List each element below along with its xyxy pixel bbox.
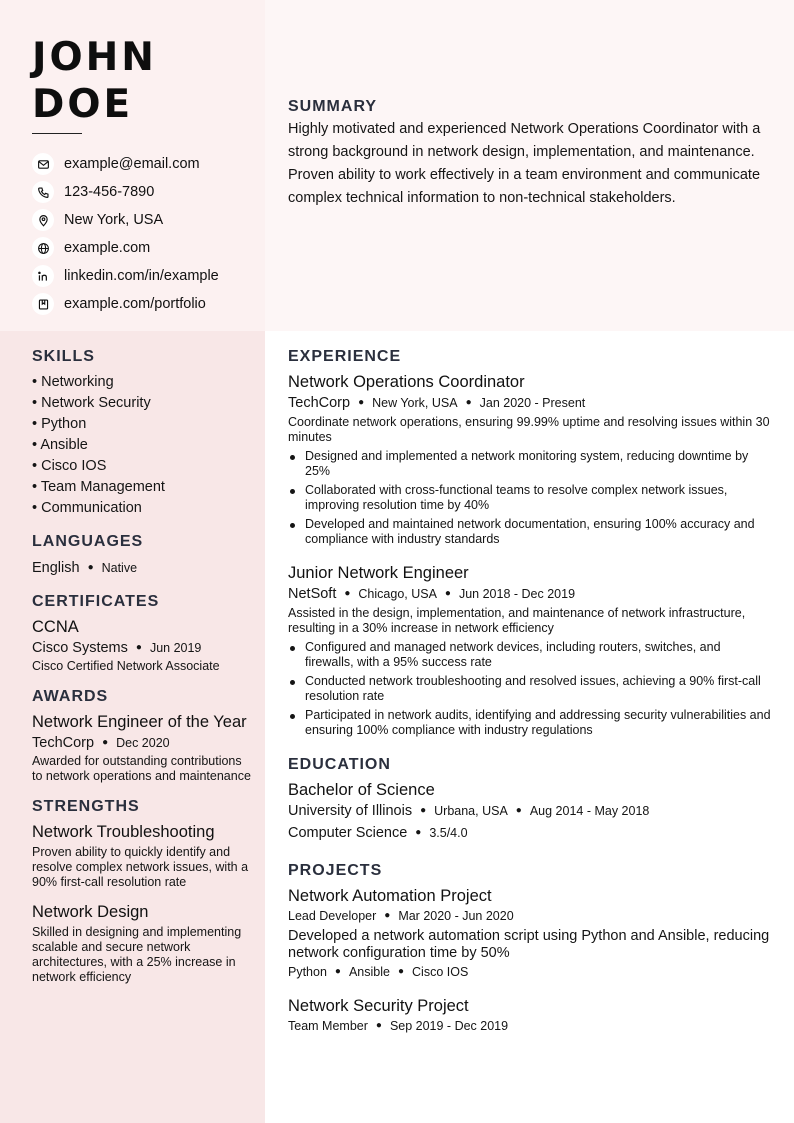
projects-section <box>288 862 772 1036</box>
contact-email-text: example@email.com <box>64 156 200 172</box>
awards-title: AWARDS <box>32 688 109 705</box>
separator-dot: ● <box>415 827 422 838</box>
job-location: Chicago, USA <box>358 587 437 601</box>
contact-portfolio-text: example.com/portfolio <box>64 296 206 312</box>
project-name: Network Automation Project <box>288 887 492 905</box>
skill-item: • Networking <box>32 374 114 390</box>
job-meta <box>288 392 772 414</box>
job-dates: Jun 2018 - Dec 2019 <box>458 587 576 601</box>
project-dates: Sep 2019 - Dec 2019 <box>389 1019 509 1033</box>
education-section <box>288 756 772 844</box>
contact-linkedin[interactable] <box>32 262 260 290</box>
job-bullet: Configured and managed network devices, including routers, switches, and firewalls, with a 95% success rate <box>288 640 772 670</box>
last-name: DOE <box>32 82 134 127</box>
candidate-name <box>32 34 252 128</box>
education-title: EDUCATION <box>288 756 391 773</box>
job-company: TechCorp <box>288 395 351 411</box>
award-date: Dec 2020 <box>116 736 170 750</box>
summary-title: SUMMARY <box>288 98 378 115</box>
job-entry <box>288 372 772 547</box>
contact-location <box>32 206 260 234</box>
main-column <box>288 348 772 1054</box>
education-field-line <box>288 822 772 844</box>
separator-dot: ● <box>465 397 472 408</box>
email-icon <box>32 153 54 175</box>
job-bullet: Participated in network audits, identifying and addressing security vulnerabilities and ensuring 100% compliance with industry regulations <box>288 708 772 738</box>
summary-text: Highly motivated and experienced Network Operations Coordinator with a strong background in network design, implementation, and maintenance. Proven ability to work effectively in a team environment and communicate complex technical information to non-technical stakeholders. <box>288 121 761 206</box>
project-tags <box>288 962 772 982</box>
experience-section <box>288 348 772 738</box>
strengths-section <box>32 798 252 985</box>
certificates-section <box>32 593 252 674</box>
job-location: New York, USA <box>372 396 458 410</box>
project-entry <box>288 996 772 1036</box>
separator-dot: ● <box>135 642 142 653</box>
education-school: University of Illinois <box>288 803 413 819</box>
project-tag: Python <box>288 965 327 979</box>
projects-title: PROJECTS <box>288 862 383 879</box>
education-location: Urbana, USA <box>434 804 508 818</box>
education-degree: Bachelor of Science <box>288 781 435 799</box>
skill-item: • Network Security <box>32 395 151 411</box>
language-name: English <box>32 560 80 576</box>
languages-title: LANGUAGES <box>32 533 144 550</box>
skill-item: • Ansible <box>32 437 88 453</box>
separator-dot: ● <box>375 1020 382 1031</box>
contact-location-text: New York, USA <box>64 212 164 228</box>
education-gpa: 3.5/4.0 <box>429 826 468 840</box>
strength-name: Network Design <box>32 903 149 921</box>
contact-email[interactable] <box>32 150 260 178</box>
skill-item: • Communication <box>32 500 142 516</box>
name-divider <box>32 133 82 134</box>
separator-dot: ● <box>397 966 405 977</box>
job-title: Network Operations Coordinator <box>288 373 525 391</box>
job-dates: Jan 2020 - Present <box>479 396 586 410</box>
education-meta <box>288 800 772 822</box>
contact-website[interactable] <box>32 234 260 262</box>
project-tag: Ansible <box>348 965 390 979</box>
certificates-title: CERTIFICATES <box>32 593 160 610</box>
separator-dot: ● <box>444 588 451 599</box>
first-name: JOHN <box>32 35 157 80</box>
separator-dot: ● <box>344 588 351 599</box>
education-field: Computer Science <box>288 825 408 841</box>
languages-section <box>32 533 252 579</box>
job-title: Junior Network Engineer <box>288 564 469 582</box>
strengths-title: STRENGTHS <box>32 798 140 815</box>
project-dates: Mar 2020 - Jun 2020 <box>398 909 514 923</box>
skill-item: • Cisco IOS <box>32 458 107 474</box>
language-level: Native <box>101 561 138 575</box>
separator-dot: ● <box>358 397 365 408</box>
contact-phone-text: 123-456-7890 <box>64 184 155 200</box>
job-bullets <box>288 449 772 547</box>
linkedin-icon <box>32 265 54 287</box>
certificate-meta <box>32 637 252 659</box>
separator-dot: ● <box>102 737 109 748</box>
certificate-description: Cisco Certified Network Associate <box>32 659 220 673</box>
skill-item: • Team Management <box>32 479 165 495</box>
job-meta <box>288 583 772 605</box>
job-bullet: Developed and maintained network documentation, ensuring 100% accuracy and compliance with industry standards <box>288 517 772 547</box>
job-summary: Coordinate network operations, ensuring 99.99% uptime and resolving issues within 30 minutes <box>288 415 770 444</box>
separator-dot: ● <box>515 805 522 816</box>
awards-section <box>32 688 252 784</box>
skills-title: SKILLS <box>32 348 95 365</box>
job-company: NetSoft <box>288 586 337 602</box>
separator-dot: ● <box>384 910 391 921</box>
award-description: Awarded for outstanding contributions to network operations and maintenance <box>32 754 251 783</box>
skill-item: • Python <box>32 416 87 432</box>
contact-linkedin-text: linkedin.com/in/example <box>64 268 219 284</box>
contact-list <box>32 150 260 318</box>
job-entry <box>288 563 772 738</box>
separator-dot: ● <box>334 966 341 977</box>
bookmark-icon <box>32 293 54 315</box>
globe-icon <box>32 237 54 259</box>
contact-phone[interactable] <box>32 178 260 206</box>
contact-portfolio[interactable] <box>32 290 260 318</box>
project-description: Developed a network automation script using Python and Ansible, reducing network configuration time by 50% <box>288 928 770 961</box>
project-meta <box>288 1016 772 1036</box>
strength-name: Network Troubleshooting <box>32 823 215 841</box>
job-bullet: Designed and implemented a network monitoring system, reducing downtime by 25% <box>288 449 772 479</box>
experience-title: EXPERIENCE <box>288 348 402 365</box>
certificate-name: CCNA <box>32 618 79 636</box>
award-issuer: TechCorp <box>32 735 95 751</box>
skills-section <box>32 348 252 519</box>
separator-dot: ● <box>87 562 94 573</box>
award-meta <box>32 732 252 754</box>
summary-section <box>288 98 764 210</box>
job-bullet: Conducted network troubleshooting and resolved issues, achieving a 90% first-call resolution rate <box>288 674 772 704</box>
separator-dot: ● <box>420 805 427 816</box>
education-dates: Aug 2014 - May 2018 <box>529 804 650 818</box>
language-item <box>32 557 252 579</box>
certificate-date: Jun 2019 <box>149 641 202 655</box>
project-tag: Cisco IOS <box>412 965 469 979</box>
project-role: Lead Developer <box>288 909 377 923</box>
certificate-issuer: Cisco Systems <box>32 640 128 656</box>
job-bullet: Collaborated with cross-functional teams to resolve complex network issues, improving resolution time by 40% <box>288 483 772 513</box>
project-role: Team Member <box>288 1019 368 1033</box>
sidebar <box>32 348 252 999</box>
project-name: Network Security Project <box>288 997 469 1015</box>
location-pin-icon <box>32 209 54 231</box>
strength-description: Proven ability to quickly identify and resolve complex network issues, with a 90% first-call resolution rate <box>32 845 249 889</box>
job-bullets <box>288 640 772 738</box>
project-meta <box>288 906 772 926</box>
phone-icon <box>32 181 54 203</box>
strength-description: Skilled in designing and implementing scalable and secure network architectures, with a 25% increase in network efficiency <box>32 925 242 984</box>
job-summary: Assisted in the design, implementation, and maintenance of network infrastructure, resulting in a 30% increase in network efficiency <box>288 606 746 635</box>
contact-website-text: example.com <box>64 240 151 256</box>
project-entry <box>288 886 772 982</box>
award-name: Network Engineer of the Year <box>32 713 247 731</box>
